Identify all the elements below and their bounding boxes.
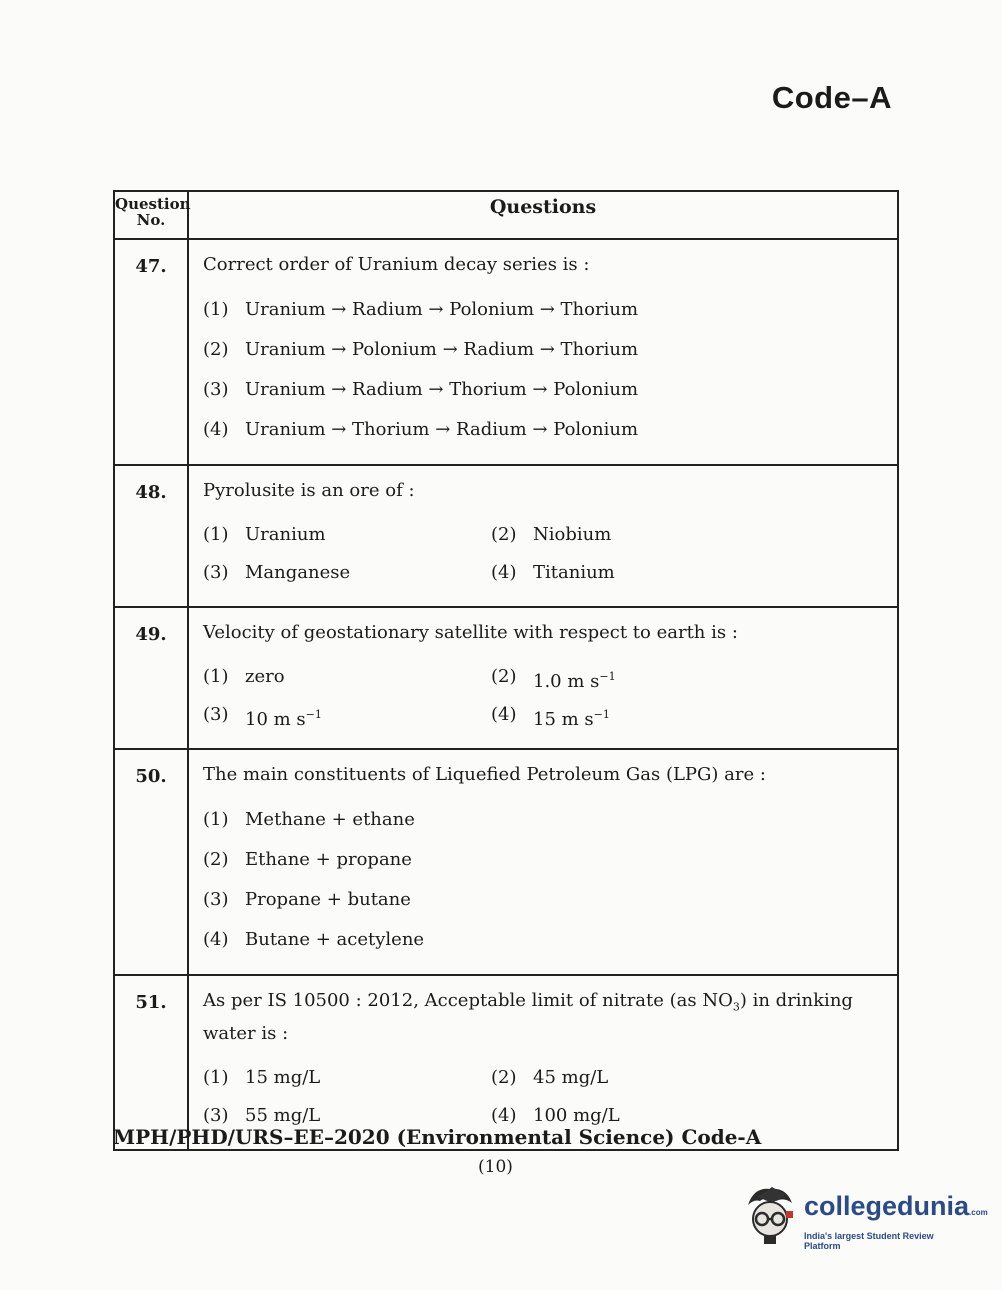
option: (2) 1.0 m $s^{-1}$: [491, 666, 616, 692]
question-text: The main constituents of Liquefied Petroleum Gas (LPG) are :: [203, 764, 766, 785]
option: (3) Uranium → Radium → Thorium → Polonium: [203, 379, 639, 400]
option: (1) 15 mg/L: [203, 1066, 321, 1088]
watermark-logo: [740, 1183, 988, 1253]
option: (2) 45 mg/L: [491, 1066, 609, 1088]
question-number: 48.: [114, 465, 188, 607]
option: (4) Uranium → Thorium → Radium → Polonium: [203, 419, 639, 440]
question-text: Velocity of geostationary satellite with respect to earth is :: [203, 622, 738, 643]
footer-title: MPH/PHD/URS–EE–2020 (Environmental Science) Code-A: [113, 1125, 762, 1149]
question-text: As per IS 10500 : 2012, Acceptable limit of nitrate (as $NO_3$) in drinking water is :: [203, 990, 853, 1044]
option: (1) zero: [203, 666, 285, 687]
option: (2) Ethane + propane: [203, 849, 412, 870]
question-row: [114, 239, 898, 465]
option: (1) Uranium → Radium → Polonium → Thorium: [203, 299, 639, 320]
question-row: [114, 607, 898, 749]
question-row: [114, 465, 898, 607]
option: (3) Propane + butane: [203, 889, 411, 910]
option: (4) Butane + acetylene: [203, 929, 425, 950]
option: (2) Niobium: [491, 524, 612, 545]
option: (4) 100 mg/L: [491, 1104, 620, 1126]
question-text: Correct order of Uranium decay series is :: [203, 254, 590, 275]
question-body: [188, 975, 898, 1150]
option: (3) 55 mg/L: [203, 1104, 321, 1126]
option: (1) Methane + ethane: [203, 809, 415, 830]
question-row: [114, 975, 898, 1150]
question-number: 51.: [114, 975, 188, 1150]
question-no-header: Question No.: [114, 191, 188, 239]
option: (4) 15 m $s^{-1}$: [491, 704, 610, 730]
option: (3) 10 m $s^{-1}$: [203, 704, 322, 730]
option: (4) Titanium: [491, 562, 615, 583]
question-body: [188, 607, 898, 749]
question-text: Pyrolusite is an ore of :: [203, 480, 415, 501]
mascot-icon: [740, 1183, 802, 1249]
questions-table: [113, 190, 899, 1151]
question-number: 47.: [114, 239, 188, 465]
paper-code: Code–A: [771, 80, 892, 115]
question-row: [114, 749, 898, 975]
option: (2) Uranium → Polonium → Radium → Thorium: [203, 339, 639, 360]
questions-header: Questions: [188, 191, 898, 239]
question-number: 50.: [114, 749, 188, 975]
question-number: 49.: [114, 607, 188, 749]
option: (3) Manganese: [203, 562, 351, 583]
brand-tagline: India's largest Student Review Platform: [804, 1231, 934, 1251]
question-body: [188, 749, 898, 975]
table-header-row: [114, 191, 898, 239]
question-body: [188, 465, 898, 607]
brand-name: collegedunia.com: [804, 1191, 988, 1221]
page-number: (10): [478, 1157, 513, 1177]
option: (1) Uranium: [203, 524, 326, 545]
question-body: [188, 239, 898, 465]
